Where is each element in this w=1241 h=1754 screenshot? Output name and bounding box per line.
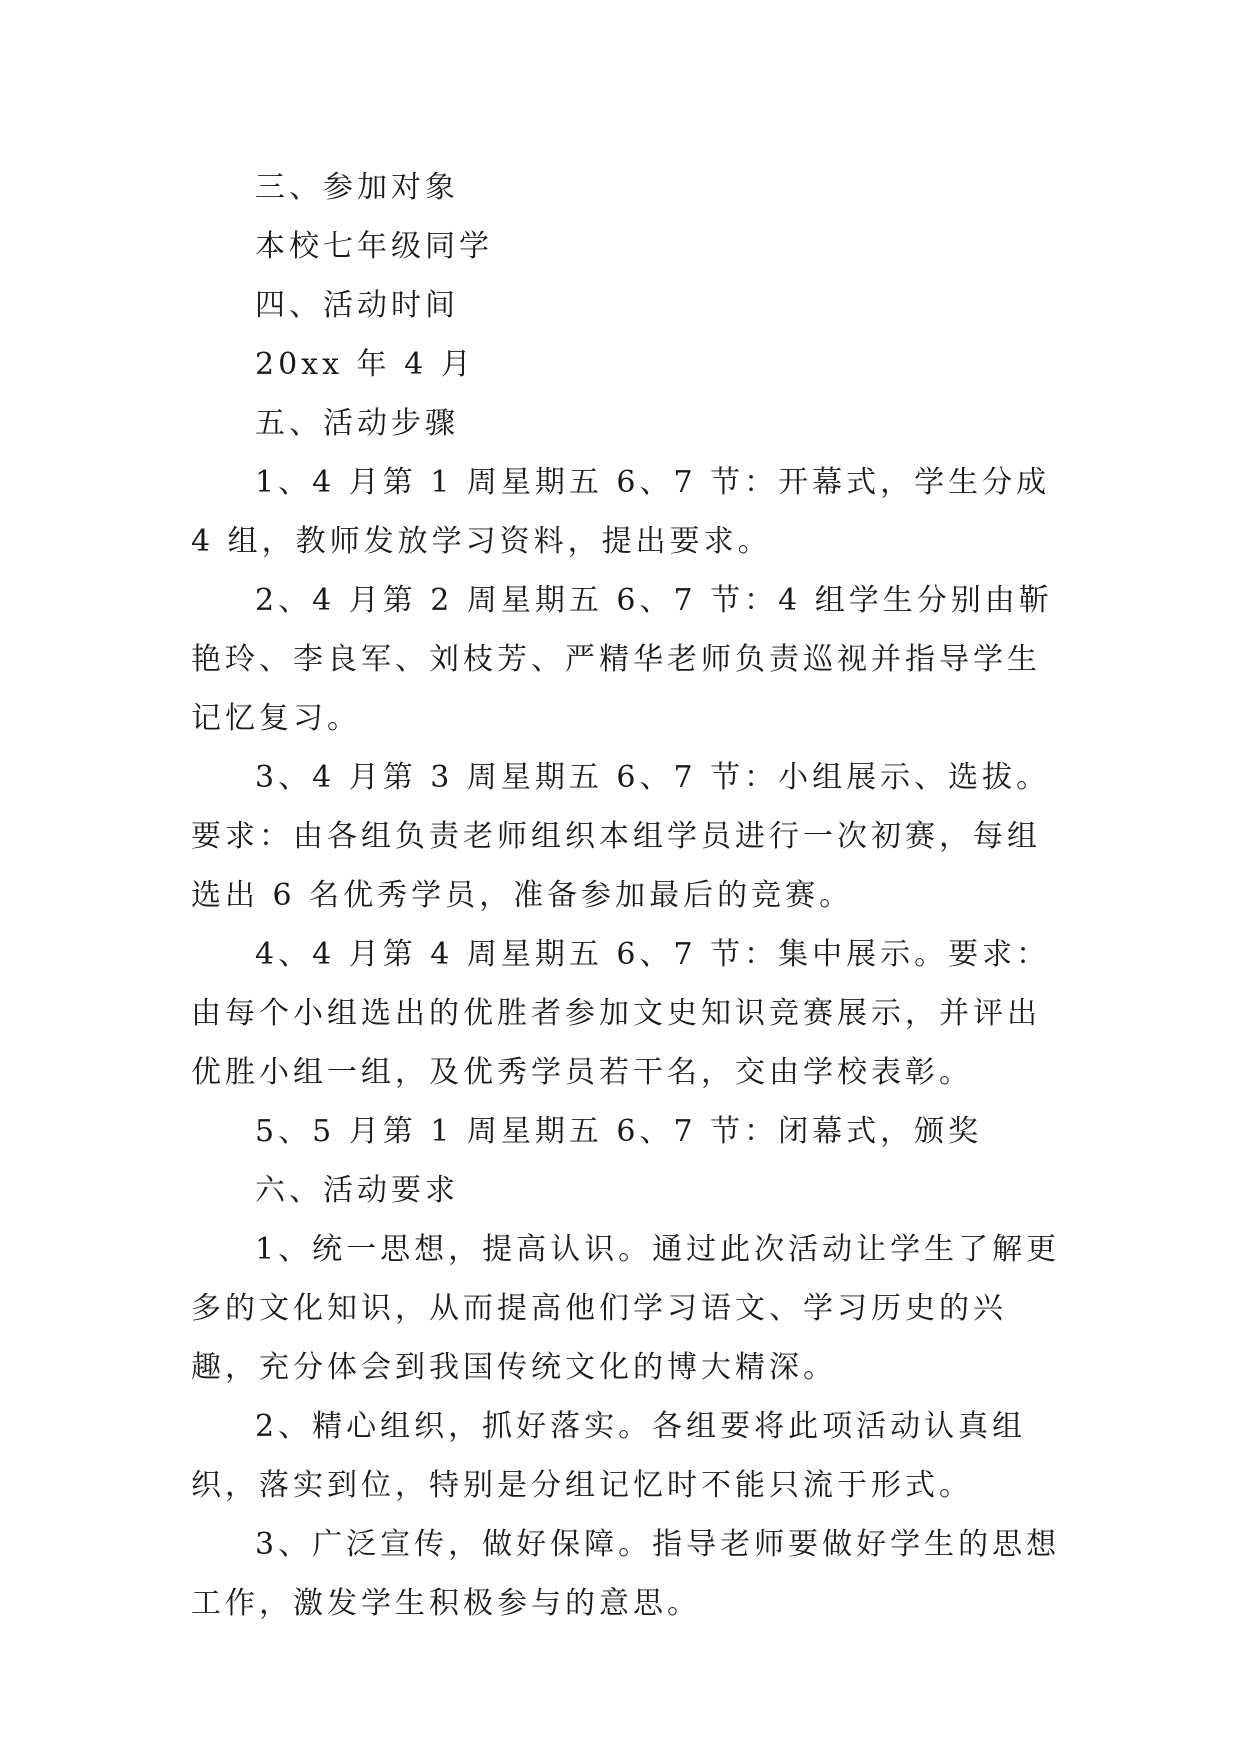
step-item-2: 2、4 月第 2 周星期五 6、7 节：4 组学生分别由靳艳玲、李良军、刘枝芳、严精华老师负责巡视并指导学生记忆复习。 <box>191 583 1053 736</box>
requirement-item-2: 2、精心组织，抓好落实。各组要将此项活动认真组织，落实到位，特别是分组记忆时不能只流于形式。 <box>191 1409 1027 1503</box>
step-item-5: 5、5 月第 1 周星期五 6、7 节：闭幕式，颁奖 <box>255 1114 983 1149</box>
requirement-item-1: 1、统一思想，提高认识。通过此次活动让学生了解更多的文化知识，从而提高他们学习语文、学习历史的兴趣，充分体会到我国传统文化的博大精深。 <box>191 1232 1061 1385</box>
section-heading-steps: 五、活动步骤 <box>255 406 459 441</box>
step-item-1: 1、4 月第 1 周星期五 6、7 节：开幕式，学生分成 4 组，教师发放学习资料，提出要求。 <box>191 465 1051 559</box>
section-heading-requirements: 六、活动要求 <box>255 1173 459 1208</box>
participants-text: 本校七年级同学 <box>255 229 493 264</box>
time-text: 20xx 年 4 月 <box>255 347 475 382</box>
requirement-item-3: 3、广泛宣传，做好保障。指导老师要做好学生的思想工作，激发学生积极参与的意思。 <box>191 1527 1061 1621</box>
document-body <box>191 158 1061 1633</box>
step-item-4: 4、4 月第 4 周星期五 6、7 节：集中展示。要求：由每个小组选出的优胜者参加文史知识竞赛展示，并评出优胜小组一组，及优秀学员若干名，交由学校表彰。 <box>191 937 1051 1090</box>
section-heading-participants: 三、参加对象 <box>255 170 459 205</box>
section-heading-time: 四、活动时间 <box>255 288 459 323</box>
step-item-3: 3、4 月第 3 周星期五 6、7 节：小组展示、选拔。要求：由各组负责老师组织本组学员进行一次初赛，每组选出 6 名优秀学员，准备参加最后的竞赛。 <box>191 760 1051 913</box>
